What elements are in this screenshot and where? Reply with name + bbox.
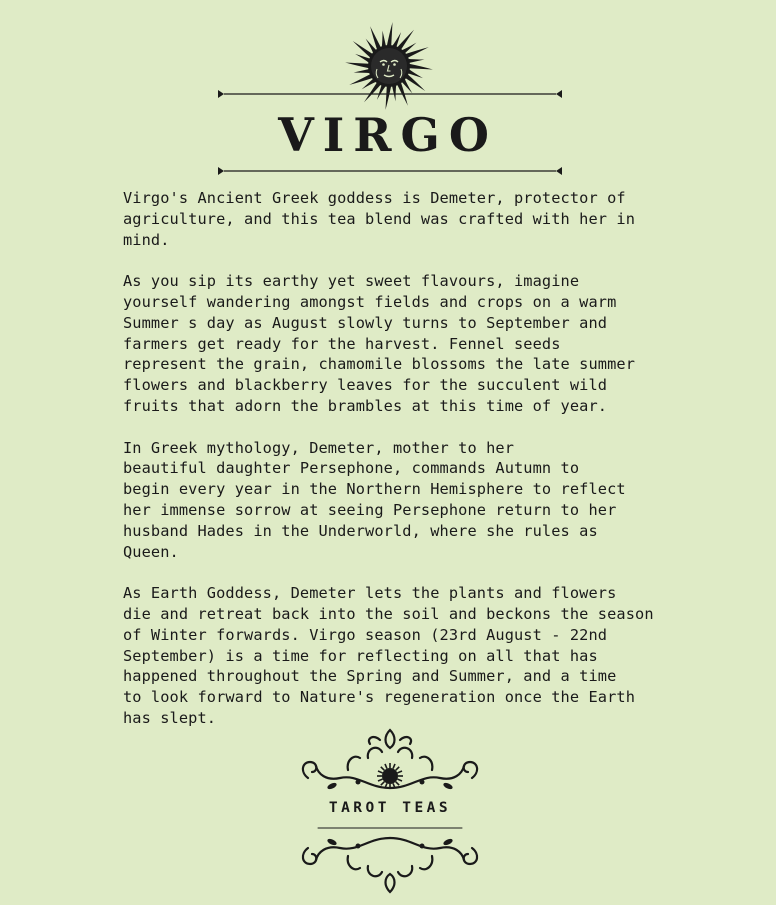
paragraph: As Earth Goddess, Demeter lets the plants and flowers die and retreat back into the soil and beckons the season of Winter forwards. Virgo season (23rd August - 22nd September) is a time for reflecting on all that has happened throughout the Spring and Summer, and a time to look forward to Nature's regeneration once the Earth has slept. (123, 584, 654, 727)
page-title: VIRGO (278, 108, 498, 162)
title-divider (218, 165, 562, 177)
paragraph: In Greek mythology, Demeter, mother to her beautiful daughter Persephone, commands Autumn to begin every year in the Northern Hemisphere to reflect her immense sorrow at seeing Persephone return to her husband Hades in the Underworld, where she rules as Queen. (123, 438, 626, 561)
description (123, 188, 683, 729)
top-divider (218, 88, 562, 100)
paragraph: Virgo's Ancient Greek goddess is Demeter, protector of agriculture, and this tea blend was crafted with her in mind. (123, 189, 636, 249)
paragraph: As you sip its earthy yet sweet flavours, imagine yourself wandering amongst fields and crops on a warm Summer s day as August slowly turns to September and farmers get ready for the harvest. Fennel seeds represent the grain, chamomile blossoms the late summer flowers and blackberry leaves for the succulent wild fruits that adorn the brambles at this time of year. (123, 272, 636, 415)
brand-name: TAROT TEAS (328, 800, 452, 816)
